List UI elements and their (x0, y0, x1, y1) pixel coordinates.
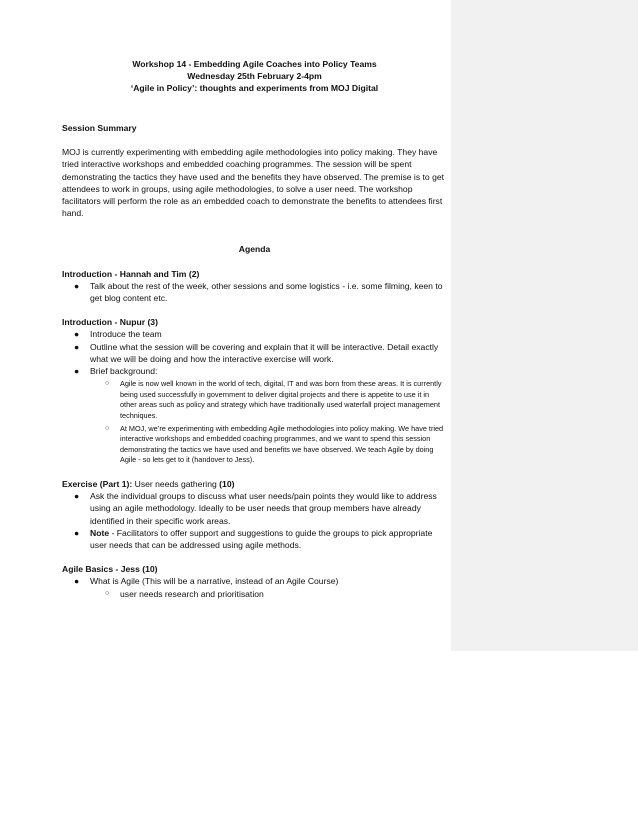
list-item: ● Introduce the team (74, 329, 162, 340)
list-item: ● Ask the individual groups to discuss what user needs/pain points they would like to address using an agile methodology. Ideally to be user needs that group members have already identified in their specific work areas. (74, 491, 437, 526)
exercise-heading: Exercise (Part 1): User needs gathering (10) (62, 479, 235, 489)
basics-heading: Agile Basics - Jess (10) (62, 564, 158, 575)
bullet-icon: ● (74, 341, 80, 352)
list-item: ● Note - Facilitators to offer support and suggestions to guide the groups to pick appropriate user needs that can be addressed using agile methods. (74, 527, 433, 551)
list-item: ● Brief background: (74, 366, 158, 377)
intro2-list (62, 328, 447, 377)
workshop-subtitle: ‘Agile in Policy’: thoughts and experiments from MOJ Digital (130, 83, 379, 93)
intro2-sublist (62, 379, 447, 466)
sub-bullet-icon: ○ (105, 380, 110, 388)
agenda-heading: Agenda (238, 244, 271, 255)
intro1-heading: Introduction - Hannah and Tim (2) (62, 268, 200, 279)
sublist-item: ○ user needs research and prioritisation (105, 588, 264, 599)
workshop-title: Workshop 14 - Embedding Agile Coaches into Policy Teams (132, 59, 377, 69)
sub-bullet-icon: ○ (105, 424, 110, 432)
list-item: ● What is Agile (This will be a narrative, instead of an Agile Course) (74, 576, 339, 587)
bullet-icon: ● (74, 527, 80, 538)
bullet-icon: ● (74, 576, 80, 587)
workshop-date: Wednesday 25th February 2-4pm (187, 71, 322, 81)
sublist-item: ○ Agile is now well known in the world of tech, digital, IT and was born from these areas. It is currently being used successfully in government to deliver digital projects and there is appetite to use it in other areas such as policy and strategy which have traditionally used waterfall project management techniques. (105, 379, 442, 421)
basics-list (62, 575, 447, 587)
exercise-list (62, 490, 447, 551)
summary-heading: Session Summary (62, 123, 137, 133)
bullet-icon: ● (74, 329, 80, 340)
list-item: ● Outline what the session will be covering and explain that it will be interactive. Detail exactly what we will be doing and how the interactive exercise will work. (74, 341, 439, 364)
sub-bullet-icon: ○ (105, 589, 110, 597)
bullet-icon: ● (74, 366, 80, 377)
intro2-heading: Introduction - Nupur (3) (62, 317, 158, 328)
summary-text: MOJ is currently experimenting with embedding agile methodologies into policy making. They have tried interactive workshops and embedded coaching programmes. The session will be spent demonstrating the tactics they have used and the benefits they have observed. The premise is to get attendees to work in groups, using agile methodologies, to solve a user need. The workshop facilitators will perform the role as an embedded coach to demonstrate the benefits to attendees first hand. (62, 147, 445, 219)
comment-margin (451, 0, 638, 651)
sublist-item: ○ At MOJ, we’re experimenting with embedding Agile methodologies into policy making. We have tried interactive workshops and embedded coaching programmes, and we want to spend this session demonstrating the tactics we have used and benefits we have observed. We teach Agile by doing Agile - so lets get to it (handover to Jess). (105, 423, 444, 465)
list-item: ● Talk about the rest of the week, other sessions and some logistics - i.e. some filming, keen to get blog content etc. (74, 280, 443, 304)
intro1-list (62, 280, 447, 304)
document-page (62, 58, 447, 600)
bullet-icon: ● (74, 491, 80, 502)
bullet-icon: ● (74, 280, 80, 291)
basics-sublist (62, 588, 447, 600)
